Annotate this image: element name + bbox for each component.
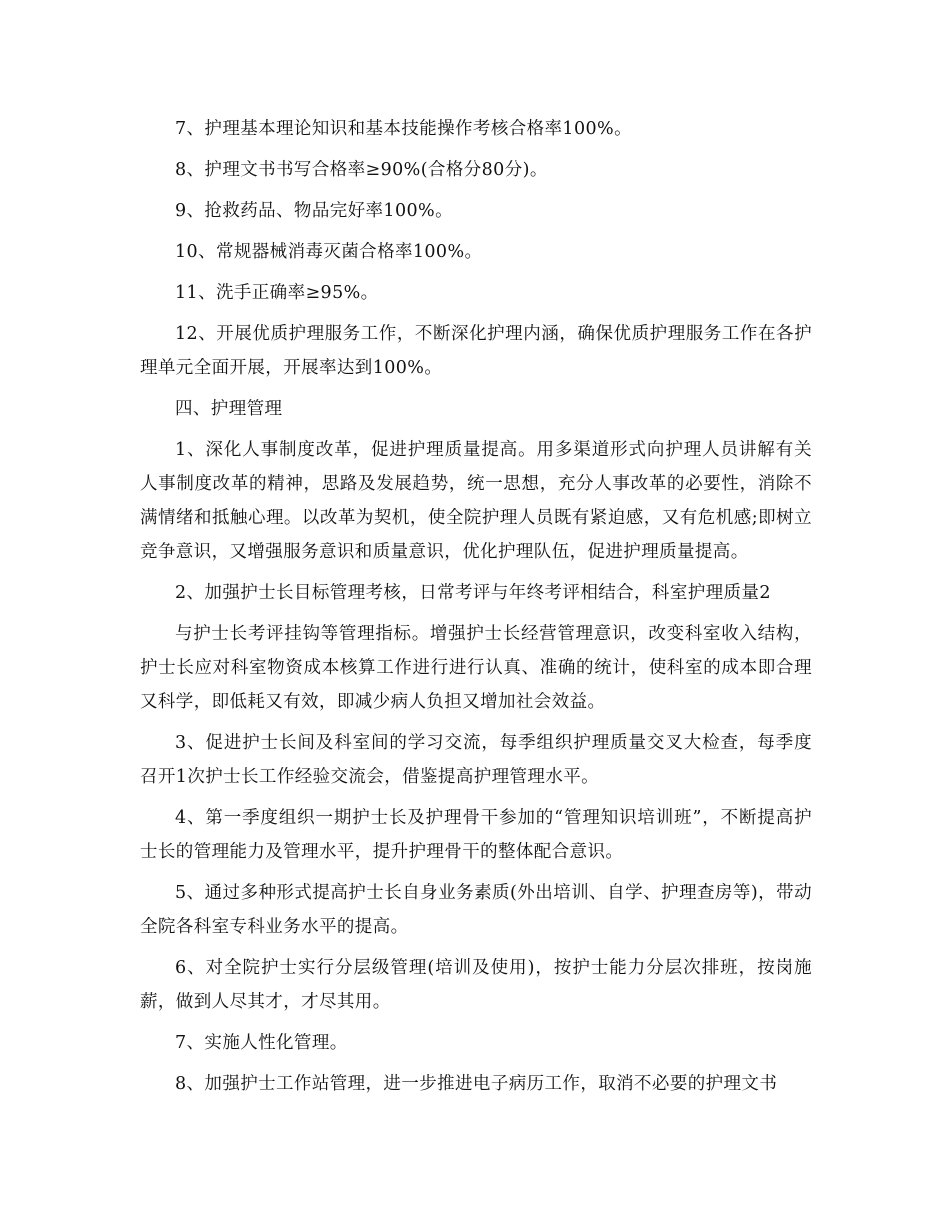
paragraph-item-7: 7、护理基本理论知识和基本技能操作考核合格率100%。 — [175, 119, 632, 139]
paragraph-item-11: 11、洗手正确率≥95%。 — [175, 283, 379, 303]
paragraph-mgmt-2-continued: 与护士长考评挂钩等管理指标。增强护士长经营管理意识，改变科室收入结构，护士长应对科室物资成本核算工作进行进行认真、准确的统计，使科室的成本即合理又科学，即低耗又有效，即减少病人负担又增加社会效益。 — [140, 624, 812, 712]
paragraph-mgmt-8: 8、加强护士工作站管理，进一步推进电子病历工作，取消不必要的护理文书 — [175, 1074, 778, 1094]
section-heading: 四、护理管理 — [175, 399, 283, 419]
paragraph-item-12: 12、开展优质护理服务工作，不断深化护理内涵，确保优质护理服务工作在各护理单元全面开展，开展率达到100%。 — [140, 324, 812, 378]
paragraph-mgmt-6: 6、对全院护士实行分层级管理(培训及使用)，按护士能力分层次排班，按岗施薪，做到人尽其才，才尽其用。 — [140, 958, 812, 1012]
paragraph-mgmt-3: 3、促进护士长间及科室间的学习交流，每季组织护理质量交叉大检查，每季度召开1次护士长工作经验交流会，借鉴提高护理管理水平。 — [140, 733, 812, 787]
paragraph-mgmt-1: 1、深化人事制度改革，促进护理质量提高。用多渠道形式向护理人员讲解有关人事制度改革的精神，思路及发展趋势，统一思想，充分人事改革的必要性，消除不满情绪和抵触心理。以改革为契机，使全院护理人员既有紧迫感，又有危机感;即树立竞争意识，又增强服务意识和质量意识，优化护理队伍，促进护理质量提高。 — [140, 440, 812, 562]
paragraph-mgmt-2: 2、加强护士长目标管理考核，日常考评与年终考评相结合，科室护理质量2 — [175, 583, 771, 603]
paragraph-mgmt-7: 7、实施人性化管理。 — [175, 1033, 348, 1053]
paragraph-item-10: 10、常规器械消毒灭菌合格率100%。 — [175, 242, 483, 262]
paragraph-mgmt-4: 4、第一季度组织一期护士长及护理骨干参加的“管理知识培训班”，不断提高护士长的管理能力及管理水平，提升护理骨干的整体配合意识。 — [140, 808, 812, 862]
paragraph-mgmt-5: 5、通过多种形式提高护士长自身业务素质(外出培训、自学、护理查房等)，带动全院各科室专科业务水平的提高。 — [140, 883, 812, 937]
document-page — [140, 112, 812, 1108]
paragraph-item-9: 9、抢救药品、物品完好率100%。 — [175, 201, 453, 221]
paragraph-item-8: 8、护理文书书写合格率≥90%(合格分80分)。 — [175, 160, 548, 180]
